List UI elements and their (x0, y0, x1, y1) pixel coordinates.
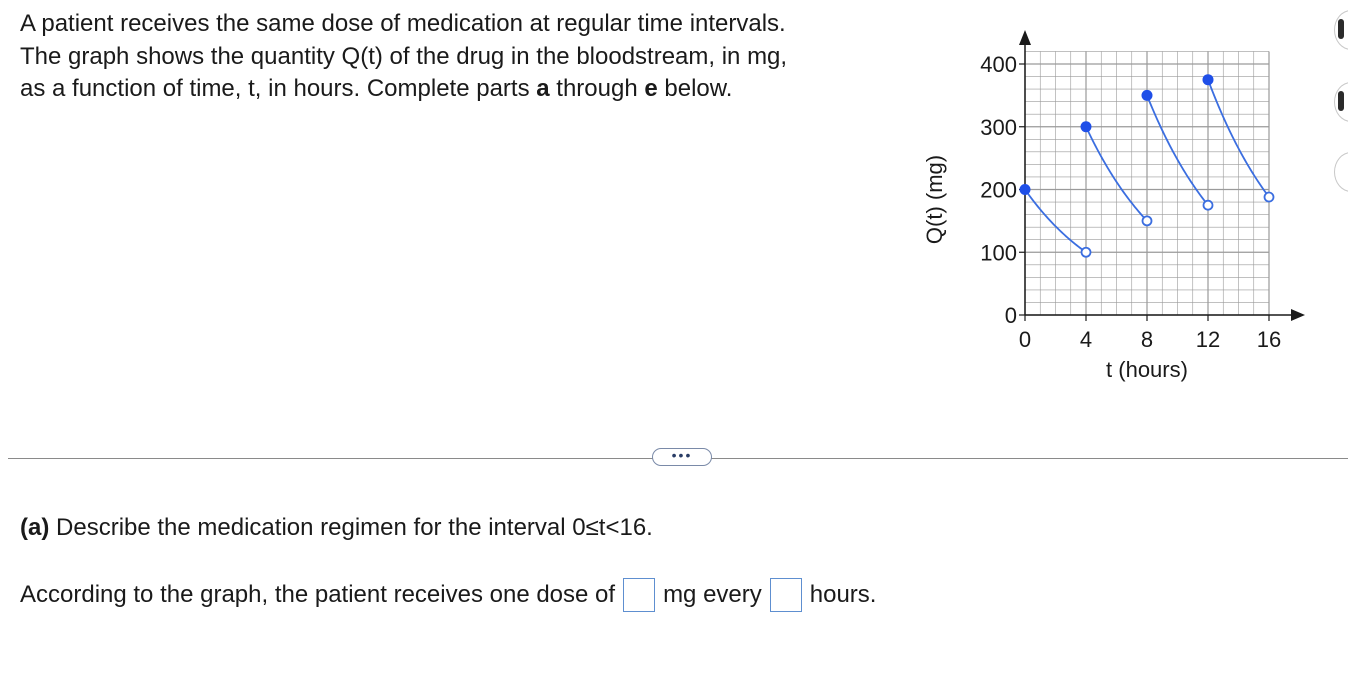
endpoint-open (1204, 201, 1213, 210)
answer-middle-text: mg every (663, 581, 762, 608)
intro-line-3a: as a function of time, t, in hours. Complete parts (20, 75, 537, 102)
x-axis-arrow-icon (1291, 309, 1305, 321)
answer-suffix-text: hours. (809, 581, 877, 608)
part-a-heading (20, 514, 653, 542)
y-tick-label: 0 (1004, 303, 1017, 328)
x-tick-label: 0 (1018, 327, 1032, 352)
part-a-question: Describe the medication regimen for the interval 0≤t<16. (56, 514, 653, 541)
intro-line-1: A patient receives the same dose of medication at regular time intervals. (20, 10, 786, 37)
dose-answer-input[interactable] (623, 578, 655, 612)
intro-bold-e: e (644, 75, 658, 102)
dose-point-filled (1081, 121, 1092, 132)
intro-line-2: The graph shows the quantity Q(t) of the drug in the bloodstream, in mg, (20, 42, 788, 70)
side-tab-1-icon (1338, 19, 1344, 39)
y-tick-label: 400 (980, 52, 1017, 77)
answer-prefix-text: According to the graph, the patient receives one dose of (20, 581, 616, 608)
x-tick-label: 4 (1079, 327, 1093, 352)
part-a-answer-line (20, 578, 876, 612)
y-axis-arrow-icon (1019, 30, 1031, 45)
interval-answer-input[interactable] (770, 578, 802, 612)
endpoint-open (1082, 248, 1091, 257)
dose-point-filled (1203, 74, 1214, 85)
y-tick-label: 100 (980, 240, 1017, 266)
x-tick-label: 12 (1195, 327, 1221, 352)
endpoint-open (1143, 216, 1152, 225)
x-axis-title: t (hours) (1106, 357, 1188, 382)
x-tick-label: 16 (1256, 327, 1282, 352)
side-tab-2-icon (1338, 91, 1344, 111)
part-a-label: (a) (20, 514, 50, 541)
y-tick-label: 300 (980, 114, 1017, 140)
dose-point-filled (1142, 90, 1153, 101)
endpoint-open (1265, 193, 1274, 202)
y-axis-title: Q(t) (mg) (922, 154, 947, 245)
dose-point-filled (1020, 184, 1031, 195)
expand-more-button[interactable]: ••• (652, 448, 712, 466)
y-tick-label: 200 (980, 177, 1017, 203)
intro-line-3c: below. (657, 75, 733, 102)
intro-line-3b: through (549, 75, 645, 102)
x-tick-label: 8 (1140, 327, 1154, 352)
intro-bold-a: a (536, 75, 550, 102)
